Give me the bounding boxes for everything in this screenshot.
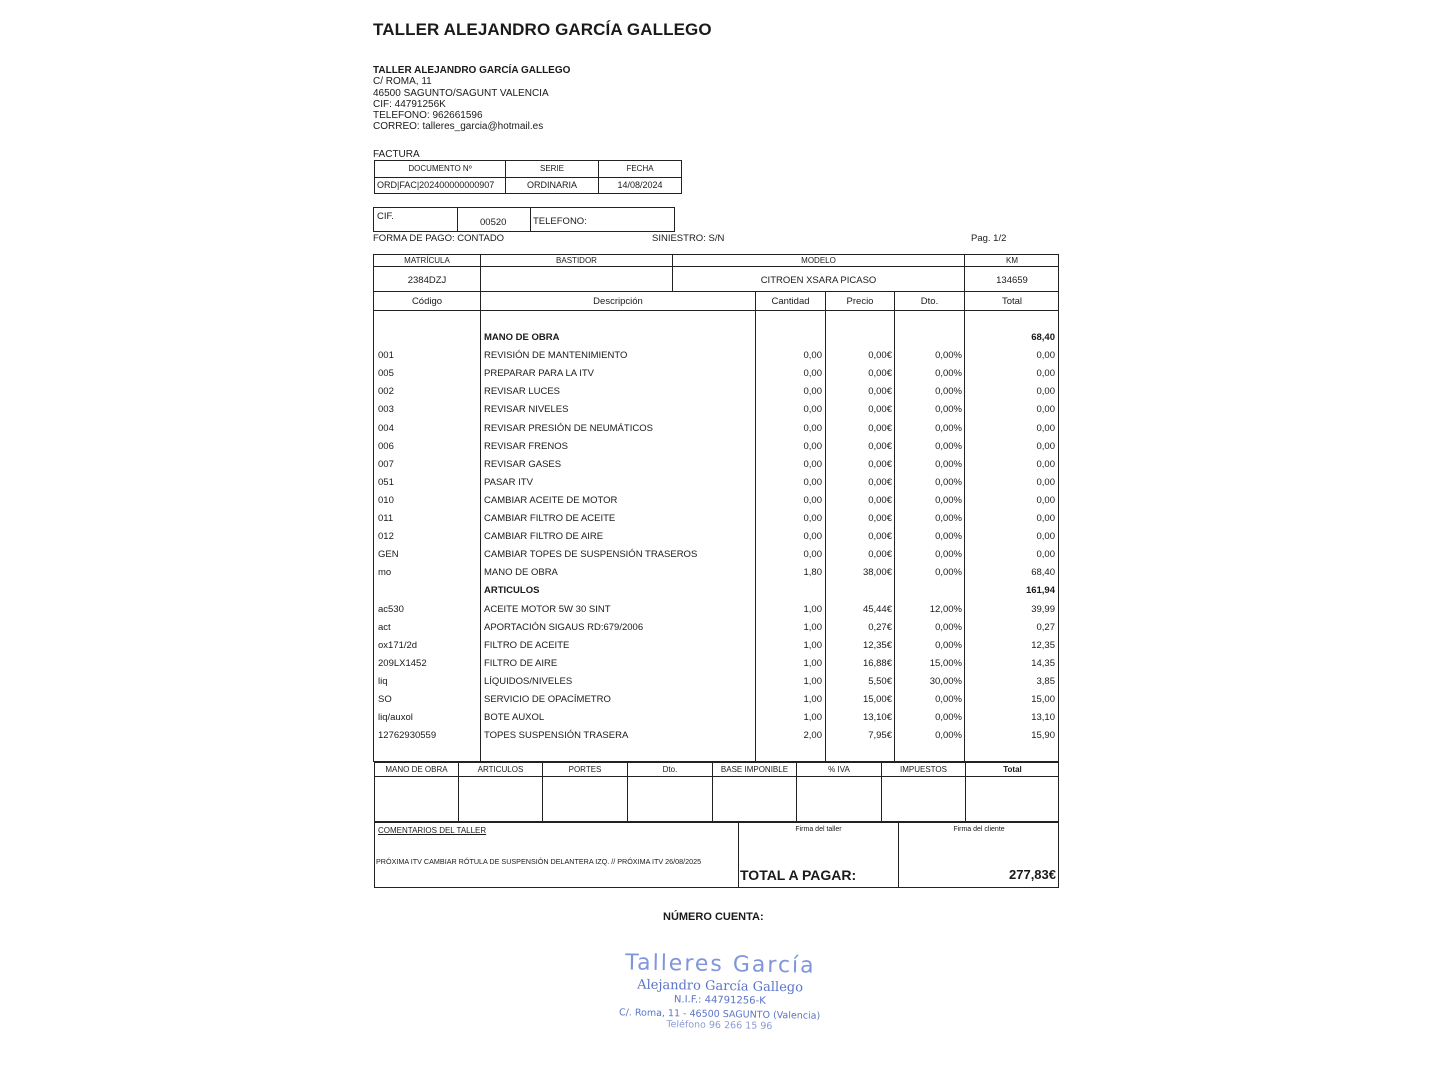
cell-qty: 1,00 xyxy=(803,675,822,687)
cell-qty: 0,00 xyxy=(803,368,822,380)
cell-dto: 0,00% xyxy=(935,476,962,488)
line-row xyxy=(0,423,1440,441)
cell-price: 0,00€ xyxy=(868,531,892,543)
line-row xyxy=(0,441,1440,459)
cell-dto: 0,00% xyxy=(935,712,962,724)
account-number-label: NÚMERO CUENTA: xyxy=(663,911,764,923)
doc-number-value: ORD|FAC|202400000000907 xyxy=(377,180,495,190)
cell-total: 13,10 xyxy=(1031,712,1055,724)
bastidor-header: BASTIDOR xyxy=(556,256,597,265)
summary-base: BASE IMPONIBLE xyxy=(720,765,789,774)
cell-qty: 0,00 xyxy=(803,476,822,488)
cell-qty: 1,00 xyxy=(803,621,822,633)
line-row xyxy=(0,604,1440,622)
cell-qty: 1,00 xyxy=(803,694,822,705)
cell-code: 001 xyxy=(378,350,394,362)
page-title: TALLER ALEJANDRO GARCÍA GALLEGO xyxy=(373,20,712,39)
line-row xyxy=(0,712,1440,730)
stamp-line1: Talleres García xyxy=(625,950,816,979)
cell-dto: 0,00% xyxy=(935,440,962,452)
cell-dto: 0,00% xyxy=(935,549,962,561)
summary-articulos: ARTICULOS xyxy=(477,765,524,774)
total-pay-value: 277,83€ xyxy=(1009,867,1056,882)
modelo-value: CITROEN XSARA PICASO xyxy=(760,275,877,286)
line-row xyxy=(0,640,1440,658)
matricula-header: MATRÍCULA xyxy=(404,256,450,265)
cell-dto: 12,00% xyxy=(929,603,962,615)
cell-code: 007 xyxy=(378,458,394,470)
client-box xyxy=(373,207,675,232)
cell-price: 16,88€ xyxy=(862,657,892,669)
company-cif: CIF: 44791256K xyxy=(373,98,446,110)
col-cantidad: Cantidad xyxy=(771,296,810,307)
line-row xyxy=(0,459,1440,477)
cell-desc: APORTACIÓN SIGAUS RD:679/2006 xyxy=(484,621,644,633)
modelo-header: MODELO xyxy=(801,256,836,265)
cell-code: SO xyxy=(378,694,392,705)
cell-desc: FILTRO DE ACEITE xyxy=(484,639,570,651)
cell-desc: ARTICULOS xyxy=(484,585,540,597)
cell-code: ox171/2d xyxy=(378,639,418,651)
cell-desc: CAMBIAR FILTRO DE AIRE xyxy=(484,531,604,543)
cell-code: act xyxy=(378,621,391,633)
cell-code: 004 xyxy=(378,422,394,434)
cell-desc: REVISAR GASES xyxy=(484,458,562,470)
cell-qty: 0,00 xyxy=(803,386,822,398)
cell-code: 012 xyxy=(378,531,394,543)
cell-total: 0,00 xyxy=(1036,350,1055,362)
line-row xyxy=(0,549,1440,567)
cell-qty: 0,00 xyxy=(803,440,822,452)
km-value: 134659 xyxy=(996,275,1028,286)
cell-qty: 0,00 xyxy=(803,404,822,416)
payment-method: FORMA DE PAGO: CONTADO xyxy=(373,233,505,244)
company-stamp xyxy=(599,950,840,1033)
km-header: KM xyxy=(1006,256,1018,265)
cell-code: 006 xyxy=(378,440,394,452)
col-total: Total xyxy=(1001,296,1023,307)
line-row xyxy=(0,658,1440,676)
cell-total: 68,40 xyxy=(1031,567,1055,579)
cell-code: liq xyxy=(378,675,388,687)
total-pay-label: TOTAL A PAGAR: xyxy=(740,867,857,883)
cell-price: 15,00€ xyxy=(862,694,892,705)
cell-desc: CAMBIAR FILTRO DE ACEITE xyxy=(484,513,616,524)
cell-desc: REVISAR LUCES xyxy=(484,386,561,398)
cell-code: 005 xyxy=(378,368,394,380)
firma-cliente: Firma del cliente xyxy=(953,826,1005,833)
summary-mano-obra: MANO DE OBRA xyxy=(385,765,448,774)
cell-price: 13,10€ xyxy=(862,712,892,724)
cell-price: 0,00€ xyxy=(868,422,892,434)
cell-code: mo xyxy=(378,567,392,579)
cell-qty: 0,00 xyxy=(803,458,822,470)
company-name: TALLER ALEJANDRO GARCÍA GALLEGO xyxy=(373,65,571,76)
stamp-line2: Alejandro García Gallego xyxy=(637,977,804,996)
fecha-header: FECHA xyxy=(626,164,654,173)
cell-dto: 0,00% xyxy=(935,422,962,434)
cell-price: 0,00€ xyxy=(868,494,892,506)
cell-desc: REVISAR PRESIÓN DE NEUMÁTICOS xyxy=(484,422,653,434)
section-row xyxy=(0,585,1440,603)
doc-number-header: DOCUMENTO Nº xyxy=(408,164,472,173)
line-row xyxy=(0,513,1440,531)
client-code: 00520 xyxy=(480,217,507,228)
line-row xyxy=(0,567,1440,585)
cell-dto: 0,00% xyxy=(935,494,962,506)
cell-desc: PASAR ITV xyxy=(484,476,533,488)
cell-desc: TOPES SUSPENSIÓN TRASERA xyxy=(484,730,629,742)
cell-desc: CAMBIAR ACEITE DE MOTOR xyxy=(484,494,618,506)
page-number: Pag. 1/2 xyxy=(971,233,1007,244)
comments-label: COMENTARIOS DEL TALLER xyxy=(378,826,487,835)
cell-desc: PREPARAR PARA LA ITV xyxy=(484,368,594,380)
serie-header: SERIE xyxy=(539,164,564,173)
cell-price: 0,00€ xyxy=(868,368,892,380)
invoice-label: FACTURA xyxy=(373,149,420,160)
cell-total: 0,00 xyxy=(1036,422,1055,434)
company-address-line2: 46500 SAGUNTO/SAGUNT VALENCIA xyxy=(373,87,549,99)
cell-dto: 0,00% xyxy=(935,458,962,470)
cell-total: 14,35 xyxy=(1031,657,1055,669)
col-codigo: Código xyxy=(411,296,443,307)
cell-qty: 0,00 xyxy=(803,350,822,362)
summary-portes: PORTES xyxy=(568,765,602,774)
cell-qty: 0,00 xyxy=(803,549,822,561)
company-email: CORREO: talleres_garcia@hotmail.es xyxy=(373,121,544,133)
summary-iva: % IVA xyxy=(828,765,850,774)
cell-desc: MANO DE OBRA xyxy=(484,567,558,579)
cell-price: 45,44€ xyxy=(862,603,892,615)
cell-desc: ACEITE MOTOR 5W 30 SINT xyxy=(484,603,611,615)
line-row xyxy=(0,531,1440,549)
stamp-line3: N.I.F.: 44791256-K xyxy=(673,994,766,1007)
cell-total: 3,85 xyxy=(1036,675,1055,687)
fecha-value: 14/08/2024 xyxy=(617,180,663,190)
cell-code: 003 xyxy=(378,404,394,416)
cell-dto: 0,00% xyxy=(935,386,962,398)
company-info xyxy=(373,65,570,133)
line-row xyxy=(0,404,1440,422)
cell-total: 0,00 xyxy=(1036,368,1055,380)
cell-total: 0,00 xyxy=(1036,531,1055,543)
cell-total: 68,40 xyxy=(1031,332,1055,343)
cell-dto: 0,00% xyxy=(935,368,962,380)
cell-code: GEN xyxy=(378,549,399,561)
stamp-line5: Teléfono 96 266 15 96 xyxy=(666,1019,773,1032)
cell-price: 5,50€ xyxy=(868,675,892,687)
cell-dto: 0,00% xyxy=(935,694,962,705)
cell-price: 0,27€ xyxy=(868,621,892,633)
cell-price: 38,00€ xyxy=(862,567,892,579)
cell-price: 0,00€ xyxy=(868,513,892,524)
serie-value: ORDINARIA xyxy=(526,180,577,190)
cell-price: 0,00€ xyxy=(868,549,892,561)
cell-code: 011 xyxy=(378,513,394,524)
cell-total: 0,00 xyxy=(1036,404,1055,416)
cell-dto: 0,00% xyxy=(935,350,962,362)
cell-dto: 0,00% xyxy=(935,730,962,742)
cell-desc: REVISAR NIVELES xyxy=(484,404,569,416)
cell-price: 0,00€ xyxy=(868,404,892,416)
cell-qty: 1,00 xyxy=(803,639,822,651)
company-phone: TELEFONO: 962661596 xyxy=(373,110,483,122)
cell-price: 0,00€ xyxy=(868,350,892,362)
cell-dto: 0,00% xyxy=(935,567,962,579)
stamp-line4: C/. Roma, 11 - 46500 SAGUNTO (Valencia) xyxy=(618,1007,821,1022)
cell-price: 0,00€ xyxy=(868,476,892,488)
matricula-value: 2384DZJ xyxy=(407,275,447,286)
cell-qty: 0,00 xyxy=(803,494,822,506)
line-row xyxy=(0,676,1440,694)
line-row xyxy=(0,386,1440,404)
line-row xyxy=(0,622,1440,640)
client-phone-label: TELEFONO: xyxy=(533,216,587,227)
cell-desc: BOTE AUXOL xyxy=(484,712,545,724)
cell-desc: LÍQUIDOS/NIVELES xyxy=(484,675,573,687)
cell-total: 0,00 xyxy=(1036,494,1055,506)
cell-desc: REVISIÓN DE MANTENIMIENTO xyxy=(484,350,628,362)
cell-code: liq/auxol xyxy=(378,712,413,724)
cell-total: 161,94 xyxy=(1025,585,1055,597)
cell-dto: 15,00% xyxy=(929,657,962,669)
cell-code: 010 xyxy=(378,494,394,506)
cell-desc: MANO DE OBRA xyxy=(484,332,560,343)
cell-qty: 1,00 xyxy=(803,712,822,724)
line-row xyxy=(0,368,1440,386)
cell-qty: 0,00 xyxy=(803,513,822,524)
cell-code: 12762930559 xyxy=(378,730,437,742)
summary-dto: Dto. xyxy=(662,765,678,774)
cell-qty: 1,80 xyxy=(803,567,822,579)
line-row xyxy=(0,477,1440,495)
cell-code: 209LX1452 xyxy=(378,657,427,669)
line-row xyxy=(0,495,1440,513)
firma-taller: Firma del taller xyxy=(795,826,842,833)
company-address-line1: C/ ROMA, 11 xyxy=(373,76,432,88)
cell-dto: 0,00% xyxy=(935,639,962,651)
cell-dto: 0,00% xyxy=(935,513,962,524)
client-cif-label: CIF. xyxy=(377,211,394,222)
cell-dto: 30,00% xyxy=(929,675,962,687)
cell-total: 0,00 xyxy=(1036,513,1055,524)
cell-price: 0,00€ xyxy=(868,458,892,470)
line-row xyxy=(0,350,1440,368)
cell-qty: 1,00 xyxy=(803,603,822,615)
cell-dto: 0,00% xyxy=(935,621,962,633)
col-dto: Dto. xyxy=(920,296,939,307)
cell-price: 12,35€ xyxy=(862,639,892,651)
cell-total: 0,27 xyxy=(1036,621,1055,633)
section-row xyxy=(0,332,1440,350)
cell-code: 051 xyxy=(378,476,394,488)
cell-qty: 0,00 xyxy=(803,422,822,434)
cell-desc: CAMBIAR TOPES DE SUSPENSIÓN TRASEROS xyxy=(484,549,698,561)
line-row xyxy=(0,694,1440,712)
cell-total: 0,00 xyxy=(1036,476,1055,488)
col-descripcion: Descripción xyxy=(593,296,643,307)
summary-total: Total xyxy=(1003,765,1022,774)
cell-desc: REVISAR FRENOS xyxy=(484,440,568,452)
cell-total: 0,00 xyxy=(1036,458,1055,470)
cell-total: 15,90 xyxy=(1031,730,1055,742)
cell-desc: SERVICIO DE OPACÍMETRO xyxy=(484,694,611,705)
cell-desc: FILTRO DE AIRE xyxy=(484,657,558,669)
cell-price: 0,00€ xyxy=(868,440,892,452)
line-row xyxy=(0,730,1440,748)
cell-qty: 0,00 xyxy=(803,531,822,543)
cell-qty: 1,00 xyxy=(803,657,822,669)
cell-code: ac530 xyxy=(378,603,404,615)
cell-code: 002 xyxy=(378,386,394,398)
cell-total: 0,00 xyxy=(1036,440,1055,452)
summary-impuestos: IMPUESTOS xyxy=(900,765,947,774)
cell-price: 0,00€ xyxy=(868,386,892,398)
cell-dto: 0,00% xyxy=(935,404,962,416)
cell-price: 7,95€ xyxy=(868,730,892,742)
cell-qty: 2,00 xyxy=(803,730,822,742)
cell-total: 0,00 xyxy=(1036,386,1055,398)
cell-total: 15,00 xyxy=(1031,694,1055,705)
siniestro: SINIESTRO: S/N xyxy=(652,233,725,244)
cell-dto: 0,00% xyxy=(935,531,962,543)
cell-total: 0,00 xyxy=(1036,549,1055,561)
cell-total: 39,99 xyxy=(1031,603,1055,615)
col-precio: Precio xyxy=(846,296,874,307)
cell-total: 12,35 xyxy=(1031,639,1055,651)
workshop-comment: PRÓXIMA ITV CAMBIAR RÓTULA DE SUSPENSIÓN DELANTERA IZQ. // PRÓXIMA ITV 26/08/2025 xyxy=(376,857,702,866)
